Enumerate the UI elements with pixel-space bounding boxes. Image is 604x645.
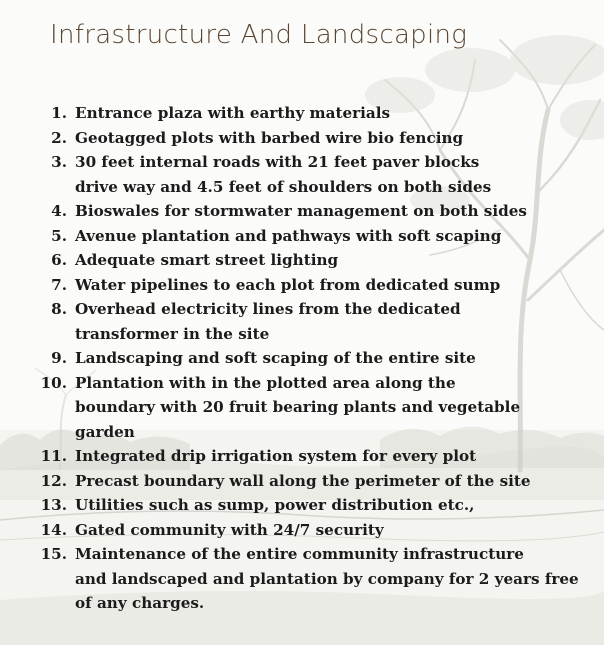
list-item-text: drive way and 4.5 feet of shoulders on both sides (75, 177, 492, 196)
page-title: Infrastructure And Landscaping (50, 20, 468, 50)
list-item-number: 3. (51, 153, 67, 171)
list-item-number: 9. (51, 349, 67, 367)
list-item-text: Avenue plantation and pathways with soft scaping (75, 226, 502, 245)
list-item-number: 11. (40, 447, 67, 465)
list-item-text: 30 feet internal roads with 21 feet paver blocks (75, 153, 480, 171)
list-item (0, 273, 604, 298)
list-item-text: Geotagged plots with barbed wire bio fencing (75, 128, 464, 147)
list-item-text: and landscaped and plantation by company for 2 years free (75, 569, 579, 588)
list-item-text: of any charges. (75, 594, 205, 612)
list-item-text: Maintenance of the entire community infrastructure (75, 545, 524, 563)
list-item (0, 493, 604, 518)
list-item (0, 469, 604, 494)
list-item (0, 444, 604, 469)
list-item (0, 518, 604, 543)
list-item-text: Landscaping and soft scaping of the entire site (75, 349, 476, 367)
list-item-text: transformer in the site (75, 324, 270, 343)
list-item (0, 248, 604, 273)
list-item-number: 1. (51, 104, 67, 122)
list-item-text: Adequate smart street lighting (75, 251, 339, 269)
list-item-number: 5. (51, 226, 67, 245)
list-item-number: 12. (40, 471, 67, 490)
list-item-text: Water pipelines to each plot from dedicated sump (75, 275, 501, 294)
list-item-number: 6. (51, 251, 67, 269)
list-item-number: 8. (51, 300, 67, 318)
list-item-number: 2. (51, 128, 67, 147)
list-item (0, 199, 604, 224)
list-item-number: 14. (40, 520, 67, 539)
list-item (0, 346, 604, 371)
list-item-text: Overhead electricity lines from the dedicated (75, 300, 461, 318)
list-item-text: Entrance plaza with earthy materials (75, 104, 391, 122)
list-item-number: 7. (51, 275, 67, 294)
list-item (0, 542, 604, 616)
list-item-number: 4. (51, 202, 67, 220)
list-item-text: Integrated drip irrigation system for every plot (75, 447, 477, 465)
list-item-text: Utilities such as sump, power distribution etc., (75, 496, 475, 514)
list-item-text: Bioswales for stormwater management on both sides (75, 202, 527, 220)
list-item (0, 126, 604, 151)
list-item (0, 224, 604, 249)
list-item-text: Plantation with in the plotted area along the (75, 373, 456, 392)
list-item (0, 101, 604, 126)
list-item-number: 15. (40, 545, 67, 563)
list-item-number: 13. (40, 496, 67, 514)
list-item-text: boundary with 20 fruit bearing plants and vegetable (75, 398, 521, 416)
list-item (0, 297, 604, 346)
list-item (0, 371, 604, 445)
list-item-text: garden (75, 422, 135, 441)
list-item-number: 10. (40, 373, 67, 392)
list-item-text: Precast boundary wall along the perimeter of the site (75, 471, 531, 490)
list-item-text: Gated community with 24/7 security (75, 520, 384, 539)
list-item (0, 150, 604, 199)
infrastructure-list (0, 101, 604, 616)
